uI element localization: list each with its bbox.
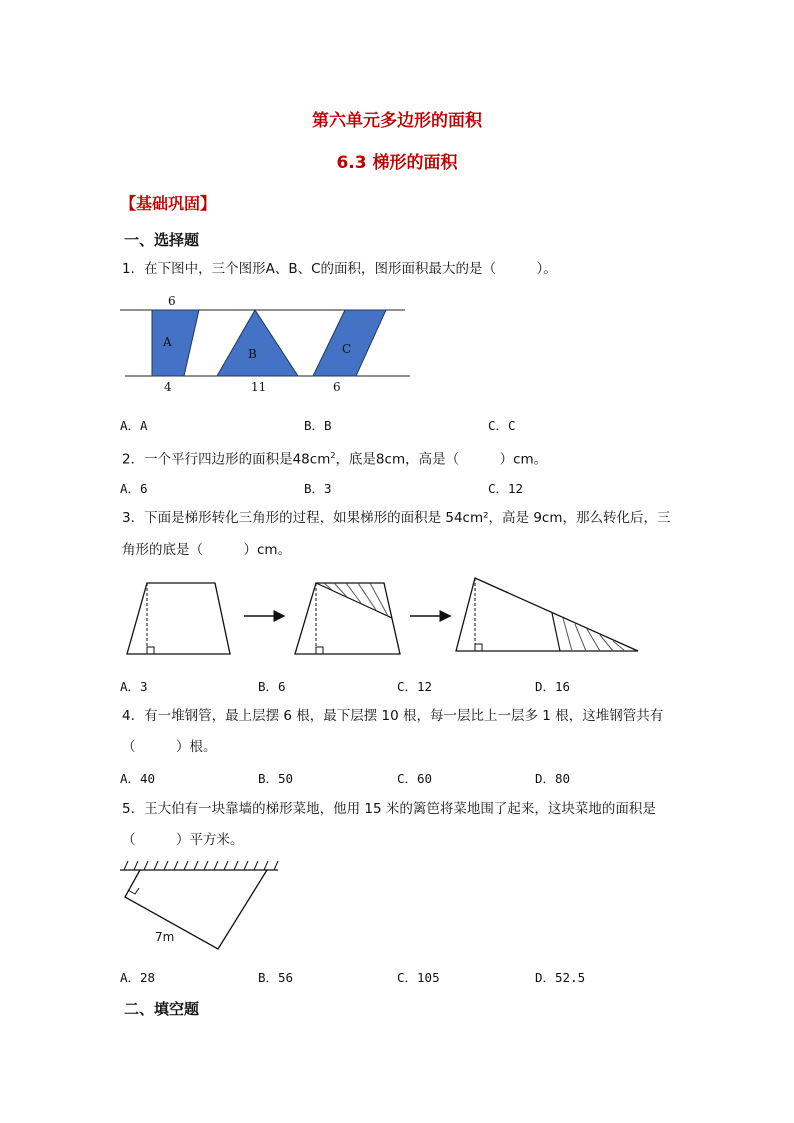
hatch [575, 624, 586, 651]
question-5-line2: （ ）平方米。 [122, 832, 244, 848]
question-1-figure [115, 290, 415, 395]
question-3-figure [120, 570, 645, 665]
wall-hatching [124, 861, 278, 870]
question-3-line2: 角形的底是（ ）cm。 [122, 542, 292, 558]
q2-text-after: ，底是8cm，高是（ ）cm。 [335, 451, 548, 468]
q1-option-a[interactable]: A．A [120, 418, 148, 433]
hatch [587, 629, 600, 651]
label-a: A [163, 335, 172, 349]
q3-option-d[interactable]: D．16 [535, 679, 571, 694]
q2-option-b[interactable]: B．3 [304, 481, 332, 496]
q5-option-a[interactable]: A．28 [120, 970, 156, 985]
question-5-figure [115, 855, 290, 955]
q4-option-a[interactable]: A．40 [120, 771, 156, 786]
label-b: B [248, 347, 257, 361]
hatch [563, 618, 572, 651]
part2-heading: 二、填空题 [124, 1000, 200, 1018]
lesson-title: 6.3 梯形的面积 [336, 153, 458, 173]
label-bottom-6: 6 [333, 380, 341, 394]
q4-option-b[interactable]: B．50 [258, 771, 294, 786]
q5-option-c[interactable]: C．105 [397, 970, 440, 985]
question-3-line1: 3．下面是梯形转化三角形的过程，如果梯形的面积是 54cm²，高是 9cm，那么转化后，三 [122, 510, 671, 526]
fence-outline [125, 870, 267, 949]
cut-line [316, 583, 392, 618]
shape-b-triangle [217, 310, 298, 376]
q2-option-c[interactable]: C．12 [488, 481, 524, 496]
shape-a-trapezoid [152, 310, 199, 376]
unit-title: 第六单元多边形的面积 [312, 111, 482, 131]
q1-option-c[interactable]: C．C [488, 418, 516, 433]
question-4-line2: （ ）根。 [122, 739, 217, 755]
triangle-result [456, 578, 638, 651]
q3-option-a[interactable]: A．3 [120, 679, 148, 694]
q5-option-b[interactable]: B．56 [258, 970, 294, 985]
part1-heading: 一、选择题 [124, 231, 200, 249]
section-tag: 【基础巩固】 [120, 194, 217, 213]
q2-text-before: 2．一个平行四边形的面积是48cm [122, 451, 331, 468]
question-2-text [122, 446, 547, 470]
q4-option-d[interactable]: D．80 [535, 771, 571, 786]
right-angle-2 [316, 647, 323, 654]
label-c: C [342, 342, 352, 356]
q1-option-b[interactable]: B．B [304, 418, 332, 433]
right-angle-1 [147, 647, 154, 654]
question-4-line1: 4．有一堆钢管，最上层摆 6 根，最下层摆 10 根，每一层比上一层多 1 根，这堆钢管共有 [122, 708, 664, 724]
trapezoid-original [127, 583, 230, 654]
trapezoid-cut [295, 583, 400, 654]
label-top-6: 6 [168, 294, 176, 308]
question-5-line1: 5．王大伯有一块靠墙的梯形菜地，他用 15 米的篱笆将菜地围了起来，这块菜地的面积是 [122, 801, 656, 817]
q2-option-a[interactable]: A．6 [120, 481, 148, 496]
q5-option-d[interactable]: D．52.5 [535, 970, 586, 985]
question-1-text: 1．在下图中，三个图形A、B、C的面积，图形面积最大的是（ ）。 [122, 261, 557, 277]
moved-piece-edge [552, 613, 560, 651]
q3-option-c[interactable]: C．12 [397, 679, 433, 694]
q3-option-b[interactable]: B．6 [258, 679, 286, 694]
right-angle-3 [475, 644, 482, 651]
label-7m: 7m [155, 930, 175, 944]
q2-superscript: 2 [330, 451, 336, 460]
label-bottom-4: 4 [164, 380, 172, 394]
q4-option-c[interactable]: C．60 [397, 771, 433, 786]
label-bottom-11: 11 [251, 380, 267, 394]
